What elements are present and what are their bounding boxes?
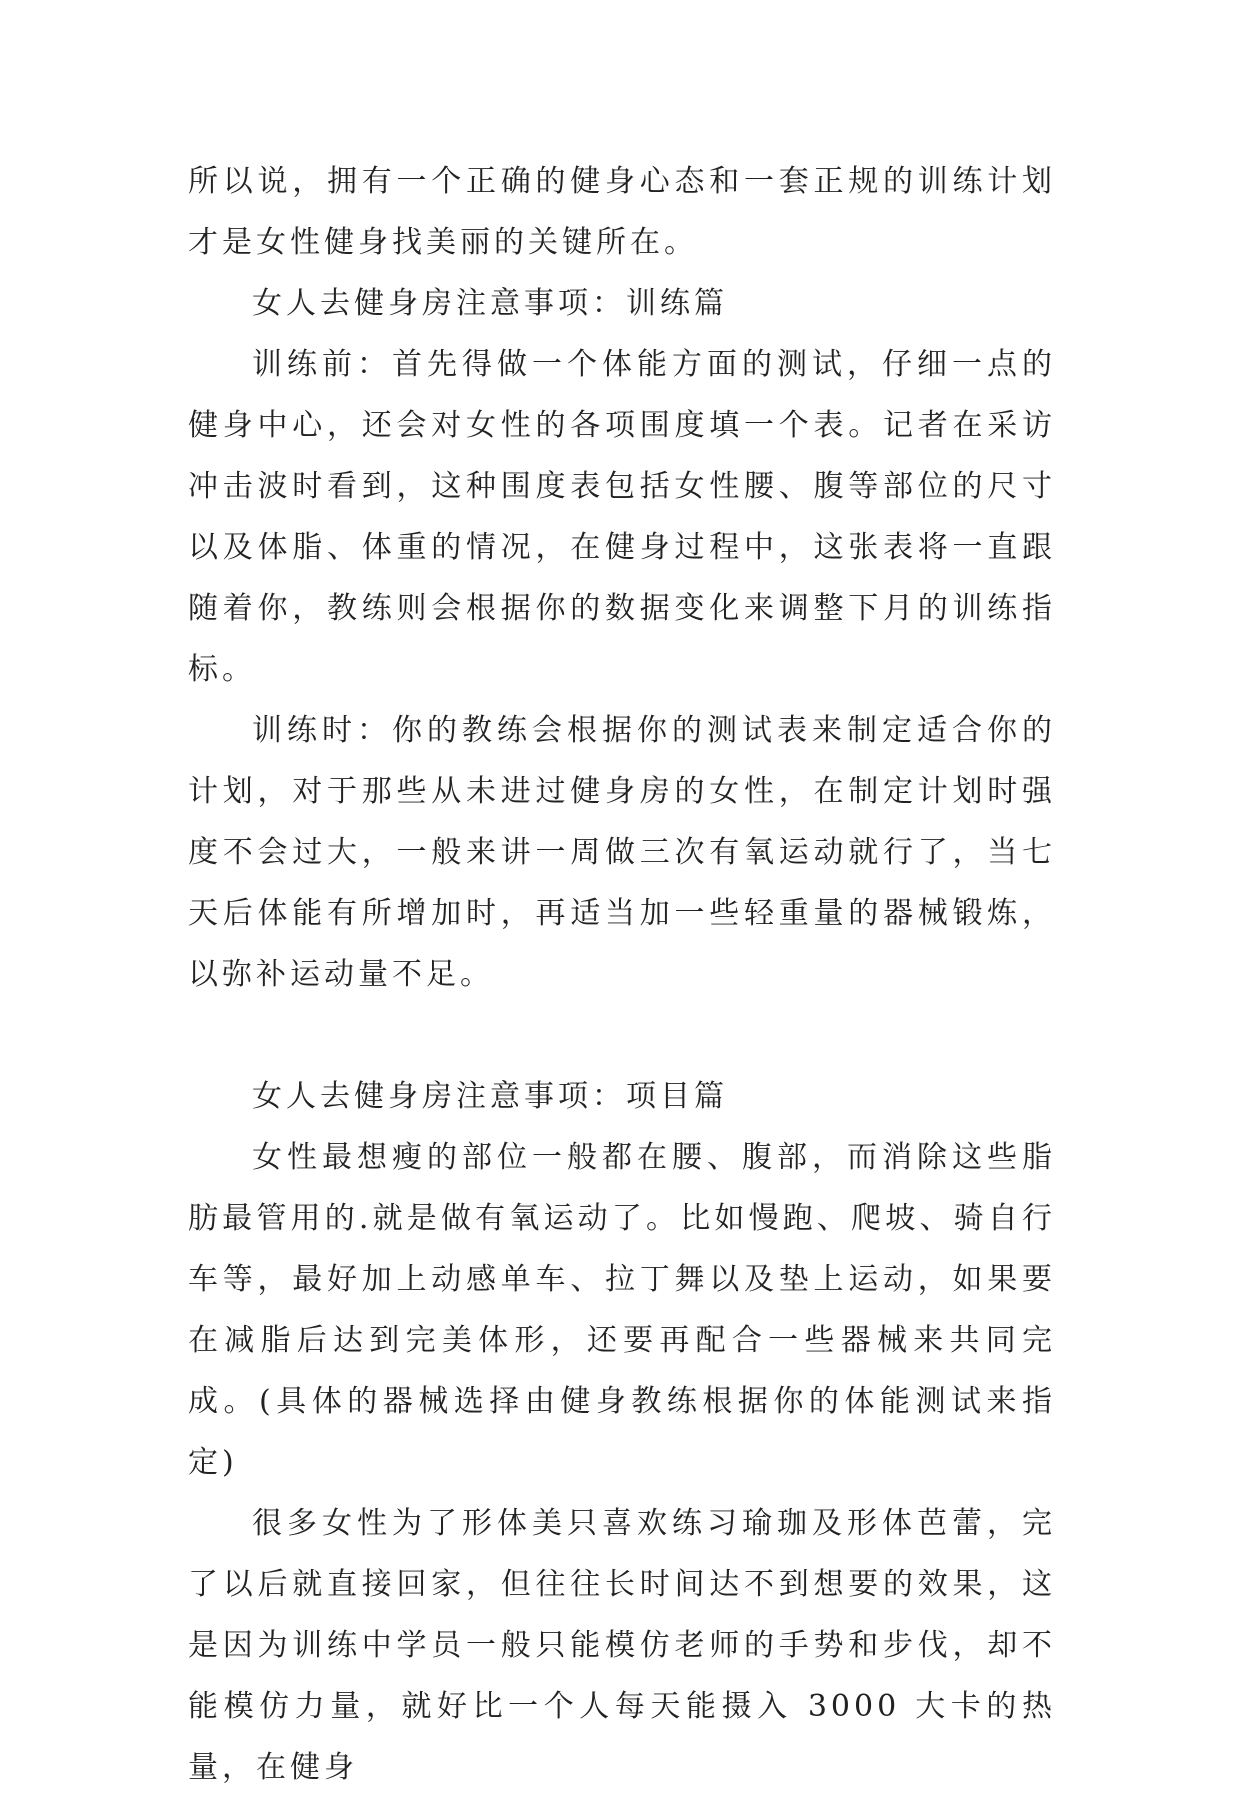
paragraph-aerobic-exercise: 女性最想瘦的部位一般都在腰、腹部，而消除这些脂肪最管用的.就是做有氧运动了。比如慢跑、爬坡、骑自行车等，最好加上动感单车、拉丁舞以及垫上运动，如果要在减脂后达到完美体形，还要再配合一些器械来共同完成。(具体的器械选择由健身教练根据你的体能测试来指定) <box>188 1140 1056 1480</box>
paragraph-spacer <box>188 1005 1056 1066</box>
section-heading-training: 女人去健身房注意事项：训练篇 <box>252 286 728 321</box>
document-body <box>188 151 1056 1798</box>
paragraph-during-training: 训练时：你的教练会根据你的测试表来制定适合你的计划，对于那些从未进过健身房的女性，在制定计划时强度不会过大，一般来讲一周做三次有氧运动就行了，当七天后体能有所增加时，再适当加一些轻重量的器械锻炼，以弥补运动量不足。 <box>188 713 1056 992</box>
paragraph-before-training: 训练前：首先得做一个体能方面的测试，仔细一点的健身中心，还会对女性的各项围度填一个表。记者在采访冲击波时看到，这种围度表包括女性腰、腹等部位的尺寸以及体脂、体重的情况，在健身过程中，这张表将一直跟随着你，教练则会根据你的数据变化来调整下月的训练指标。 <box>188 347 1056 687</box>
section-heading-projects: 女人去健身房注意事项：项目篇 <box>252 1079 728 1114</box>
paragraph-conclusion: 所以说，拥有一个正确的健身心态和一套正规的训练计划才是女性健身找美丽的关键所在。 <box>188 164 1056 260</box>
paragraph-yoga-ballet: 很多女性为了形体美只喜欢练习瑜珈及形体芭蕾，完了以后就直接回家，但往往长时间达不到想要的效果，这是因为训练中学员一般只能模仿老师的手势和步伐，却不能模仿力量，就好比一个人每天能摄入 3000 大卡的热量，在健身 <box>188 1506 1056 1785</box>
